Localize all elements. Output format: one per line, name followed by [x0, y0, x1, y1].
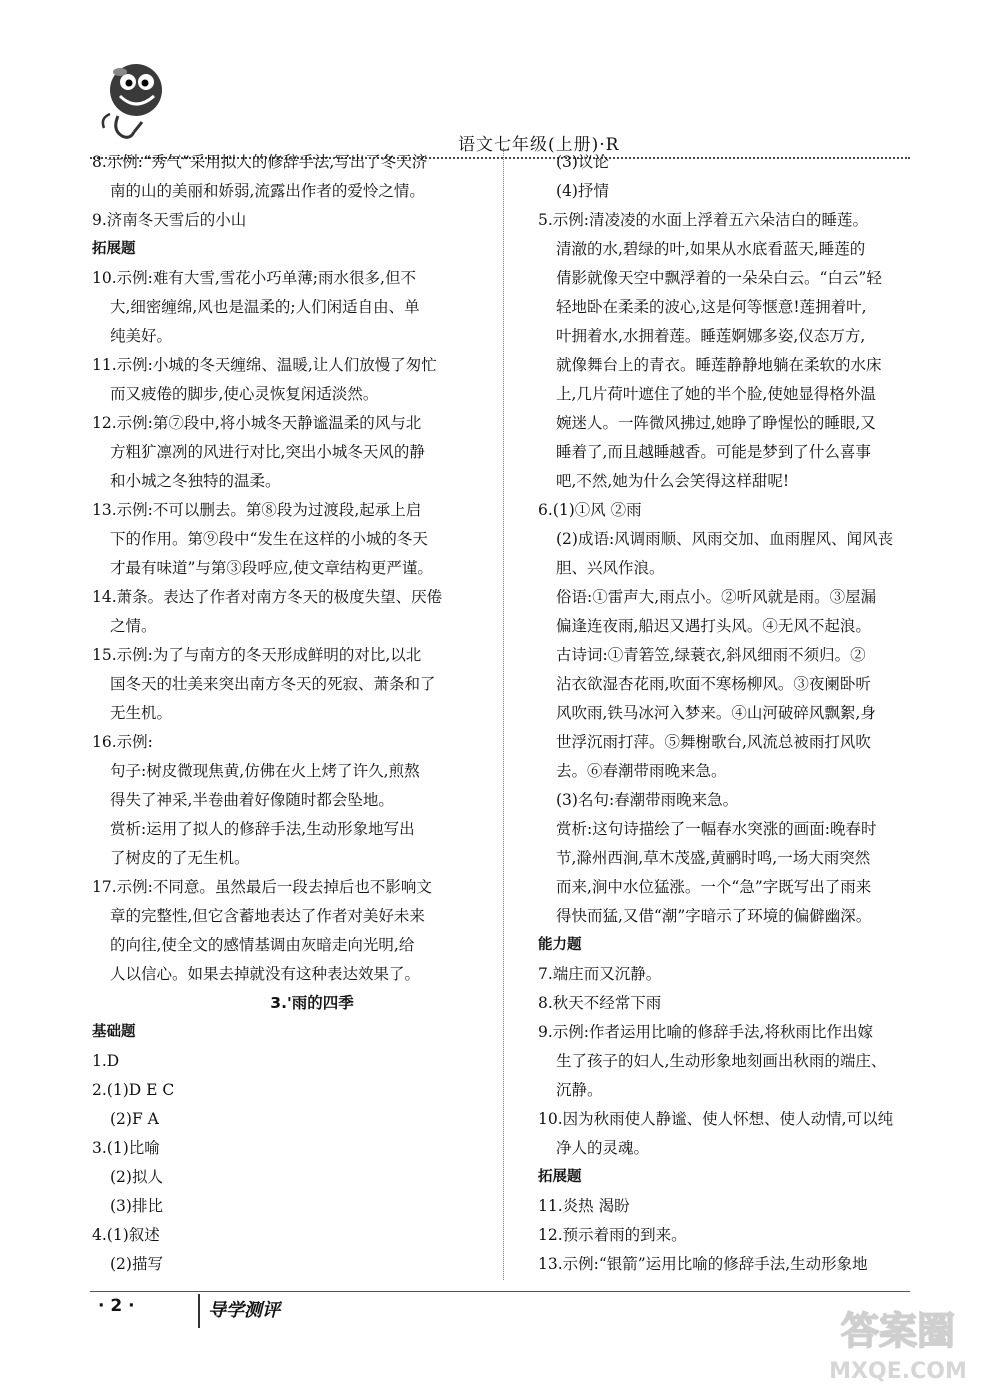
answer-line: 9.示例:作者运用比喻的修辞手法,将秋雨比作出嫁 — [538, 1023, 873, 1041]
answer-line: 13.示例:“银箭”运用比喻的修辞手法,生动形象地 — [538, 1255, 868, 1273]
answer-line: 5.示例:清凌凌的水面上浮着五六朵洁白的睡莲。 — [538, 211, 869, 229]
answer-line: 13.示例:不可以删去。第⑧段为过渡段,起承上启 — [92, 501, 422, 519]
answer-line: 11.炎热 渴盼 — [538, 1197, 630, 1215]
answer-line: 得失了神采,半卷曲着好像随时都会坠地。 — [110, 791, 394, 809]
answer-line: 得快而猛,又借“潮”字暗示了环境的偏僻幽深。 — [556, 907, 872, 925]
answer-line: 倩影就像天空中飘浮着的一朵朵白云。“白云”轻 — [556, 269, 882, 287]
answer-line: 大,细密缠绵,风也是温柔的;人们闲适自由、单 — [110, 298, 420, 316]
answer-line: 赏析:这句诗描绘了一幅春水突涨的画面:晚春时 — [556, 820, 877, 838]
answer-line: (2)描写 — [110, 1255, 163, 1273]
answer-line: 12.示例:第⑦段中,将小城冬天静谧温柔的风与北 — [92, 414, 422, 432]
answer-line: 8.示例:“秀气”采用拟人的修辞手法,写出了冬天济 — [92, 153, 428, 171]
answer-line: 俗语:①雷声大,雨点小。②听风就是雨。③屋漏 — [556, 588, 877, 606]
answer-line: 净人的灵魂。 — [556, 1139, 650, 1157]
answer-line: (3)名句:春潮带雨晚来急。 — [556, 791, 739, 809]
answer-line: 国冬天的壮美来突出南方冬天的死寂、萧条和了 — [110, 675, 436, 693]
answer-line: 清澈的水,碧绿的叶,如果从水底看蓝天,睡莲的 — [556, 240, 866, 258]
answer-line: 沉静。 — [556, 1081, 603, 1099]
section-heading: 基础题 — [92, 1024, 136, 1040]
answer-line: 沾衣欲湿杏花雨,吹面不寒杨柳风。③夜阑卧听 — [556, 675, 871, 693]
watermark-logo — [812, 1300, 984, 1386]
answer-line: 去。⑥春潮带雨晚来急。 — [556, 762, 727, 780]
answer-line: 上,几片荷叶遮住了她的半个脸,使她显得格外温 — [556, 385, 876, 403]
answer-line: 吧,不然,她为什么会笑得这样甜呢! — [556, 472, 790, 490]
header-title: 语文七年级(上册)·R — [458, 135, 620, 155]
answer-line: 世浮沉雨打萍。⑤舞榭歌台,风流总被雨打风吹 — [556, 733, 871, 751]
footer-separator — [198, 1294, 200, 1328]
answer-line: 4.(1)叙述 — [92, 1226, 160, 1244]
answer-line: 生了孩子的妇人,生动形象地刻画出秋雨的端庄、 — [556, 1052, 887, 1070]
answer-line: 15.示例:为了与南方的冬天形成鲜明的对比,以北 — [92, 646, 422, 664]
footer-rule — [90, 1291, 910, 1292]
left-column — [92, 148, 492, 1279]
answer-line: 之情。 — [110, 617, 157, 635]
answer-line: (3)议论 — [556, 153, 609, 171]
answer-line: 2.(1)D E C — [92, 1081, 175, 1099]
answer-line: 7.端庄而又沉静。 — [538, 965, 662, 983]
answer-line: 句子:树皮微现焦黄,仿佛在火上烤了许久,煎熬 — [110, 762, 420, 780]
answer-line: 了树皮的了无生机。 — [110, 849, 250, 867]
answer-line: (2)拟人 — [110, 1168, 163, 1186]
answer-line: 3.(1)比喻 — [92, 1139, 160, 1157]
answer-line: (2)成语:风调雨顺、风雨交加、血雨腥风、闻风丧 — [556, 530, 894, 548]
answer-line: 方粗犷凛冽的风进行对比,突出小城冬天风的静 — [110, 443, 425, 461]
answer-line: 偏逢连夜雨,船迟又遇打头风。④无风不起浪。 — [556, 617, 871, 635]
answer-line: 赏析:运用了拟人的修辞手法,生动形象地写出 — [110, 820, 415, 838]
answer-line: 而来,涧中水位猛涨。一个“急”字既写出了雨来 — [556, 878, 872, 896]
column-divider — [503, 148, 504, 1280]
answer-line: 纯美好。 — [110, 327, 173, 345]
section-heading: 拓展题 — [538, 1169, 582, 1185]
answer-line: 8.秋天不经常下雨 — [538, 994, 662, 1012]
answer-line: (2)F A — [110, 1110, 159, 1128]
section-heading: 能力题 — [538, 937, 582, 953]
answer-line: 9.济南冬天雪后的小山 — [92, 211, 247, 229]
answer-line: 就像舞台上的青衣。睡莲静静地躺在柔软的水床 — [556, 356, 882, 374]
answer-line: 和小城之冬独特的温柔。 — [110, 472, 281, 490]
answer-line: 16.示例: — [92, 733, 153, 751]
answer-line: 风吹雨,铁马冰河入梦来。④山河破碎风飘絮,身 — [556, 704, 876, 722]
svg-text:MXQE.COM: MXQE.COM — [829, 1359, 967, 1384]
mascot-logo-icon — [98, 60, 176, 142]
answer-line: 10.示例:难有大雪,雪花小巧单薄;雨水很多,但不 — [92, 269, 416, 287]
answer-line: 轻地卧在柔柔的波心,这是何等惬意!莲拥着叶, — [556, 298, 867, 316]
answer-line: 17.示例:不同意。虽然最后一段去掉后也不影响文 — [92, 878, 432, 896]
answer-line: 睡着了,而且越睡越香。可能是梦到了什么喜事 — [556, 443, 871, 461]
svg-text:答案圈: 答案圈 — [840, 1309, 956, 1353]
answer-line: 才最有味道”与第③段呼应,使文章结构更严谨。 — [110, 559, 433, 577]
answer-line: 12.预示着雨的到来。 — [538, 1226, 687, 1244]
answer-line: 10.因为秋雨使人静谧、使人怀想、使人动情,可以纯 — [538, 1110, 894, 1128]
answer-line: 14.萧条。表达了作者对南方冬天的极度失望、厌倦 — [92, 588, 443, 606]
page-header — [90, 60, 910, 160]
answer-line: 无生机。 — [110, 704, 173, 722]
answer-line: (4)抒情 — [556, 182, 609, 200]
right-column — [538, 148, 918, 1279]
book-title: 导学测评 — [208, 1300, 280, 1321]
answer-line: 婉迷人。一阵微风拂过,她睁了睁惺忪的睡眼,又 — [556, 414, 876, 432]
answer-line: 古诗词:①青箬笠,绿蓑衣,斜风细雨不须归。② — [556, 646, 866, 664]
answer-line: 胆、兴风作浪。 — [556, 559, 665, 577]
answer-line: 南的山的美丽和娇弱,流露出作者的爱怜之情。 — [110, 182, 425, 200]
answer-line: 下的作用。第⑨段中“发生在这样的小城的冬天 — [110, 530, 428, 548]
answer-line: 人以信心。如果去掉就没有这种表达效果了。 — [110, 965, 421, 983]
answer-line: 的向往,使全文的感情基调由灰暗走向光明,给 — [110, 936, 415, 954]
section-heading: 拓展题 — [92, 241, 136, 257]
lesson-title: 3.'雨的四季 — [270, 994, 354, 1012]
answer-line: 1.D — [92, 1052, 120, 1070]
answer-line: (3)排比 — [110, 1197, 163, 1215]
answer-line: 6.(1)①风 ②雨 — [538, 501, 642, 519]
answer-line: 11.示例:小城的冬天缠绵、温暖,让人们放慢了匆忙 — [92, 356, 437, 374]
answer-line: 章的完整性,但它含蓄地表达了作者对美好未来 — [110, 907, 425, 925]
answer-line: 节,滁州西涧,草木茂盛,黄鹂时鸣,一场大雨突然 — [556, 849, 871, 867]
answer-line: 而又疲倦的脚步,使心灵恢复闲适淡然。 — [110, 385, 379, 403]
answer-line: 叶拥着水,水拥着莲。睡莲婀娜多姿,仪态万方, — [556, 327, 866, 345]
page-number: · 2 · — [98, 1296, 135, 1316]
